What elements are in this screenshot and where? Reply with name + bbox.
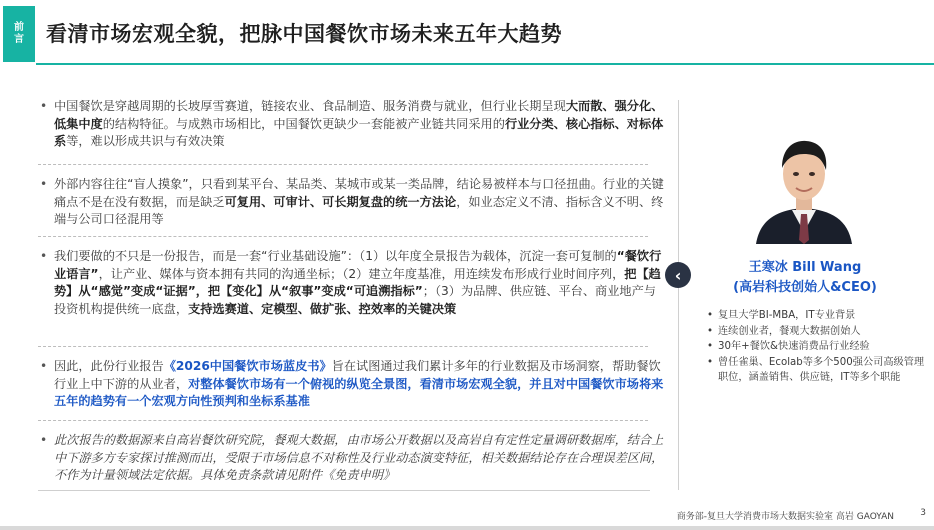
p1-text-2: 的结构特征。与成熟市场相比，中国餐饮更缺少一套能被产业链共同采用的: [102, 116, 505, 131]
paragraph-4: [38, 358, 666, 411]
footer-bar: [0, 526, 934, 530]
credential-item: • 曾任雀巢、Ecolab等多个500强公司高级管理职位，涵盖销售、供应链，IT等多个职能: [706, 355, 931, 386]
p3-text-2: ，让产业、媒体与资本拥有共同的沟通坐标；（2）建立年度基准，用连续发布形成行业时间序列，: [98, 266, 625, 281]
p3-bold-2: 把【趋势】从“感觉”变成“证据”，把【变化】从“叙事”变成“可追溯指标”: [54, 266, 661, 298]
slide-footer: [0, 498, 934, 530]
p3-text-1: 我们要做的不只是一份报告，而是一套“行业基础设施”：（1）以年度全景报告为载体，沉淀一套可复制的: [54, 249, 617, 263]
paragraph-2: [38, 176, 666, 229]
dashed-divider: [38, 420, 648, 421]
page-title: 看清市场宏观全貌，把脉中国餐饮市场未来五年大趋势: [46, 22, 562, 46]
paragraph-3: [38, 248, 666, 318]
content-bottom-line: [38, 490, 650, 491]
p1-text-3: 等，难以形成共识与有效决策: [66, 134, 225, 148]
chevron-left-icon[interactable]: ‹: [665, 262, 691, 288]
p4-text-1: 因此，此份行业报告: [54, 359, 164, 373]
page-number: 3: [920, 508, 926, 518]
credential-item: • 复旦大学BI-MBA，IT专业背景: [706, 308, 931, 324]
footer-source: 商务部-复旦大学消费市场大数据实验室 高岩 GAOYAN: [676, 512, 894, 522]
credential-item: • 30年+餐饮&快速消费品行业经验: [706, 339, 931, 355]
header-divider: [36, 63, 934, 65]
p1-bold-1: 大而散、强分化、低集中度: [54, 99, 664, 131]
p1-text-1: 中国餐饮是穿越周期的长坡厚雪赛道，链接农业、食品制造、服务消费与就业，但行业长期呈现: [54, 99, 566, 113]
p4-text-2: 旨在试图通过我们累计多年的行业数据及市场洞察，帮助餐饮行业上中下游的从业者，: [54, 359, 661, 391]
section-tag: [3, 6, 35, 62]
p2-text-1: 外部内容往往“盲人摸象”，只看到某平台、某品类、某城市或某一类品牌，结论易被样本与口径扭曲。行业的关键痛点不是在没有数据，而是缺乏: [54, 177, 664, 209]
paragraph-1: [38, 98, 666, 151]
p3-text-3: ；（3）为品牌、供应链、平台、商业地产与投资机构提供统一底盘，: [54, 284, 656, 316]
p2-text-2: ，如业态定义不清、指标含义不明、终端与公司口径混用等: [54, 194, 664, 226]
profile-role: (高岩科技创始人&CEO): [733, 280, 877, 295]
p1-bold-2: 行业分类、核心指标、对标体系: [54, 116, 664, 148]
credential-item: • 连续创业者，餐观大数据创始人: [706, 324, 931, 340]
paragraph-5-disclaimer: [38, 432, 666, 485]
section-tag-line1: 前: [14, 22, 24, 33]
slide-header: [0, 0, 934, 64]
dashed-divider: [38, 346, 648, 347]
profile-photo: [752, 128, 856, 244]
credential-list: [706, 308, 931, 386]
dashed-divider: [38, 236, 648, 237]
p5-text: 此次报告的数据源来自高岩餐饮研究院，餐观大数据，由市场公开数据以及高岩自有定性定量调研数据库，结合上中下游多方专家探讨推测而出，受限于市场信息不对称性及行业动态演变特征，相关数据结论存在合理误差区间，不作为计量领域法定依据。具体免责条款请见附件《免责申明》: [54, 433, 664, 482]
dashed-divider: [38, 164, 648, 165]
p3-bold-1: “餐饮行业语言”: [54, 249, 662, 281]
p4-report-title: 《2026中国餐饮市场蓝皮书》: [163, 359, 332, 373]
p3-bold-3: 支持选赛道、定模型、做扩张、控效率的关键决策: [188, 301, 457, 316]
p2-bold-1: 可复用、可审计、可长期复盘的统一方法论: [224, 194, 457, 209]
section-tag-line2: 言: [14, 34, 24, 45]
column-divider: [678, 100, 679, 490]
p4-highlight: 对整体餐饮市场有一个俯视的纵览全景图，看清市场宏观全貌，并且对中国餐饮市场将来五年的趋势有一个宏观方向性预判和坐标系基准: [54, 376, 664, 408]
profile-name: 王寒冰 Bill Wang: [748, 260, 862, 275]
